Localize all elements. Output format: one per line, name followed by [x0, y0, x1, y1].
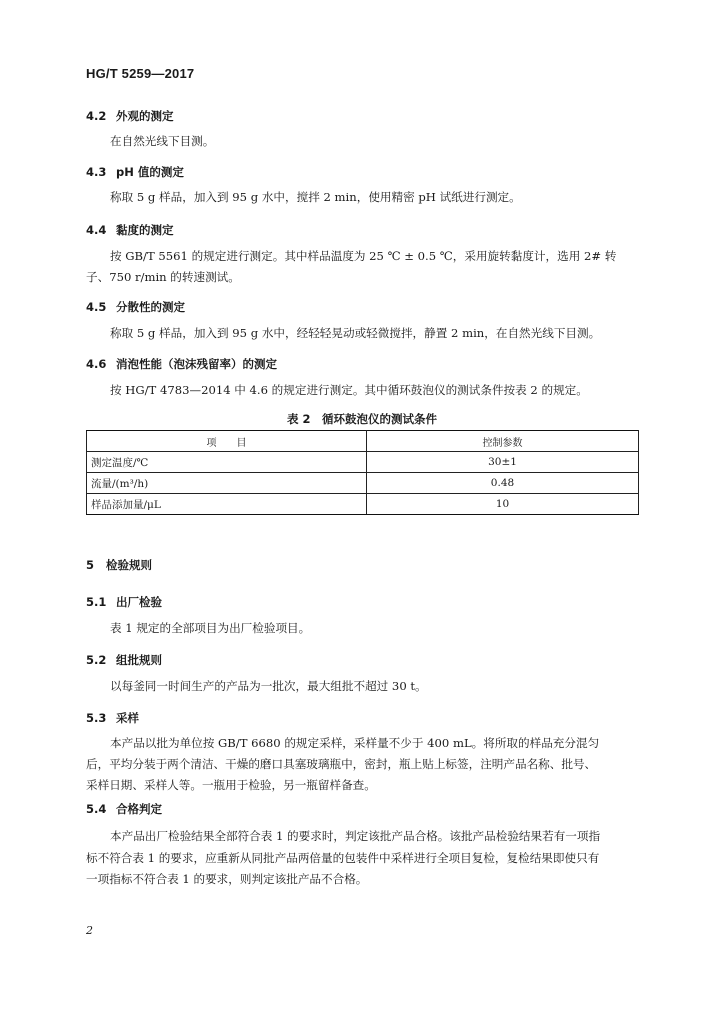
table-header-item: 项 目: [87, 431, 367, 452]
paragraph-4-3: 称取 5 g 样品，加入到 95 g 水中，搅拌 2 min，使用精密 pH 试纸进行测定。: [110, 190, 521, 204]
section-title: 黏度的测定: [116, 223, 174, 237]
section-title: 采样: [116, 711, 139, 725]
section-number: 5.3: [86, 711, 107, 725]
paragraph-5-2: 以每釜同一时间生产的产品为一批次，最大组批不超过 30 t。: [110, 679, 427, 693]
paragraph-4-5: 称取 5 g 样品，加入到 95 g 水中，经轻轻晃动或轻微搅拌，静置 2 min，在自然光线下目测。: [110, 326, 601, 340]
section-title: 外观的测定: [116, 109, 174, 123]
section-number: 4.4: [86, 223, 107, 237]
table-header-param: 控制参数: [367, 431, 639, 452]
paragraph-5-4-line2: 标不符合表 1 的要求，应重新从同批产品两倍量的包装件中采样进行全项目复检，复检结果即使只有: [86, 851, 600, 865]
paragraph-5-1: 表 1 规定的全部项目为出厂检验项目。: [110, 621, 311, 635]
section-title: 分散性的测定: [116, 300, 185, 314]
section-number: 4.3: [86, 165, 107, 179]
section-heading-4-5: [86, 299, 185, 315]
section-title: 消泡性能（泡沫残留率）的测定: [116, 357, 277, 371]
paragraph-4-6: 按 HG/T 4783—2014 中 4.6 的规定进行测定。其中循环鼓泡仪的测试条件按表 2 的规定。: [110, 383, 588, 397]
table-cell-value: 0.48: [367, 473, 639, 494]
standard-number-header: HG/T 5259—2017: [86, 66, 195, 81]
section-number: 5.4: [86, 802, 107, 816]
section-heading-4-3: [86, 164, 184, 180]
paragraph-4-4-line1: 按 GB/T 5561 的规定进行测定。其中样品温度为 25 ℃ ± 0.5 ℃，采用旋转黏度计，选用 2# 转: [110, 249, 617, 263]
section-heading-5-3: [86, 710, 139, 726]
section-heading-4-2: [86, 108, 174, 124]
chapter-heading-5: [86, 557, 152, 573]
section-heading-5-2: [86, 652, 162, 668]
paragraph-5-3-line2: 后，平均分装于两个清洁、干燥的磨口具塞玻璃瓶中，密封，瓶上贴上标签，注明产品名称、批号、: [86, 757, 597, 771]
table-cell-item: 样品添加量/μL: [87, 494, 367, 515]
section-title: 合格判定: [116, 802, 162, 816]
section-heading-5-1: [86, 594, 162, 610]
table-cell-item: 流量/(m³/h): [87, 473, 367, 494]
section-number: 4.6: [86, 357, 107, 371]
paragraph-5-3-line1: 本产品以批为单位按 GB/T 6680 的规定采样，采样量不少于 400 mL。将所取的样品充分混匀: [110, 736, 600, 750]
section-title: pH 值的测定: [116, 165, 184, 179]
chapter-title: 检验规则: [106, 558, 152, 572]
table-header-row: [87, 431, 639, 452]
section-heading-4-6: [86, 356, 277, 372]
table-cell-value: 10: [367, 494, 639, 515]
table-caption: 表 2 循环鼓泡仪的测试条件: [286, 412, 437, 426]
table-row: [87, 452, 639, 473]
paragraph-5-3-line3: 采样日期、采样人等。一瓶用于检验，另一瓶留样备查。: [86, 778, 376, 792]
table-row: [87, 473, 639, 494]
page-number: 2: [86, 924, 93, 937]
test-conditions-table: [86, 430, 639, 515]
paragraph-5-4-line1: 本产品出厂检验结果全部符合表 1 的要求时，判定该批产品合格。该批产品检验结果若有一项指: [110, 829, 601, 843]
section-title: 出厂检验: [116, 595, 162, 609]
paragraph-4-2: 在自然光线下目测。: [110, 134, 215, 148]
section-title: 组批规则: [116, 653, 162, 667]
section-heading-5-4: [86, 801, 162, 817]
section-number: 5.1: [86, 595, 107, 609]
table-cell-item: 测定温度/℃: [87, 452, 367, 473]
section-number: 5.2: [86, 653, 107, 667]
section-heading-4-4: [86, 222, 174, 238]
section-number: 4.2: [86, 109, 107, 123]
paragraph-5-4-line3: 一项指标不符合表 1 的要求，则判定该批产品不合格。: [86, 872, 368, 886]
paragraph-4-4-line2: 子、750 r/min 的转速测试。: [86, 270, 240, 284]
table-row: [87, 494, 639, 515]
chapter-number: 5: [86, 558, 95, 572]
section-number: 4.5: [86, 300, 107, 314]
table-cell-value: 30±1: [367, 452, 639, 473]
